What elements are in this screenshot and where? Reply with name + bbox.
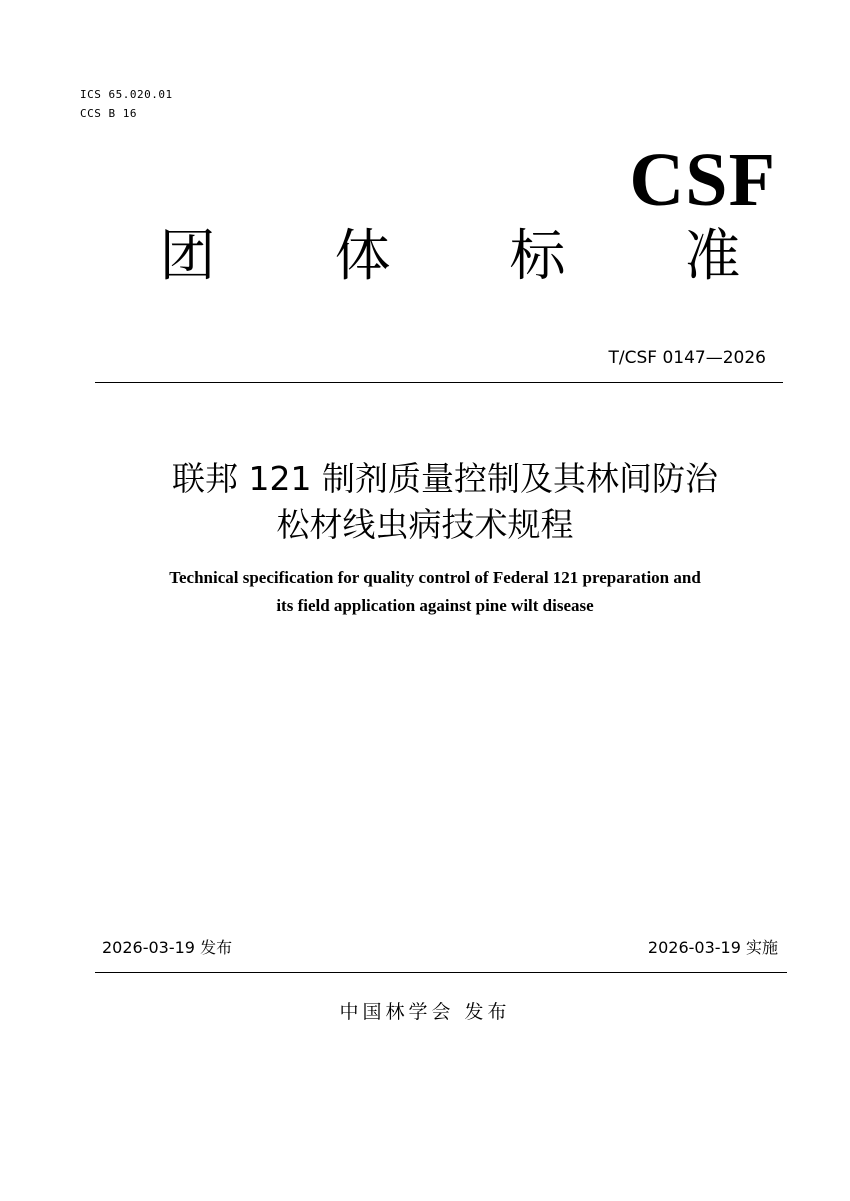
title-cn-line-1: 联邦 121 制剂质量控制及其林间防治 <box>172 459 718 498</box>
standard-type-heading <box>150 212 750 302</box>
title-en-line-1: Technical specification for quality control of Federal 121 preparation and <box>169 568 701 587</box>
title-cn-line-2: 松材线虫病技术规程 <box>276 505 574 544</box>
standard-number: T/CSF 0147—2026 <box>608 348 766 368</box>
ics-code: ICS 65.020.01 <box>80 88 173 101</box>
implement-date: 2026-03-19 实施 <box>647 938 778 957</box>
standard-type-char: 体 <box>334 224 391 289</box>
standard-type-char: 标 <box>509 224 566 289</box>
top-divider <box>95 382 783 383</box>
standard-type-char: 准 <box>684 224 741 289</box>
bottom-divider <box>95 972 787 973</box>
publish-date: 2026-03-19 发布 <box>102 938 233 957</box>
classification-codes <box>80 85 173 123</box>
ccs-code: CCS B 16 <box>80 107 137 120</box>
standard-type-char: 团 <box>159 224 216 289</box>
title-en-line-2: its field application against pine wilt disease <box>276 596 594 615</box>
issuer: 中国林学会 发布 <box>339 1001 511 1023</box>
brand-logo-text: CSF <box>629 138 776 222</box>
